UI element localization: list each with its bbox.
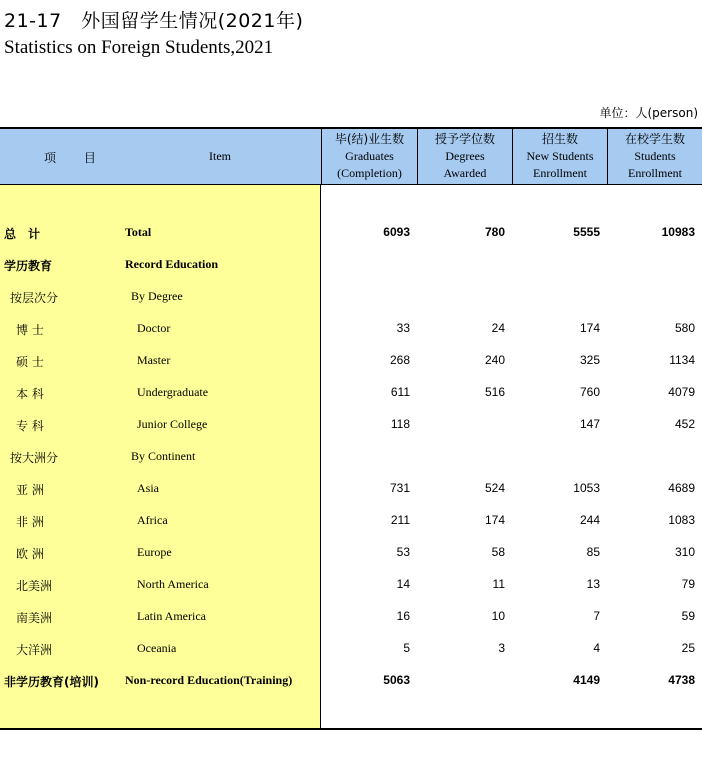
header-graduates-en2: (Completion): [337, 166, 402, 180]
header-degrees-en1: Degrees: [445, 149, 485, 163]
cell-degrees: 240: [484, 353, 505, 367]
table-row-undergraduate: [0, 377, 702, 409]
unit-label: 单位：人(person): [599, 106, 698, 120]
row-label-en: Total: [125, 225, 152, 239]
cell-students: 310: [674, 545, 695, 559]
cell-degrees: 3: [498, 641, 505, 655]
header-item-en: Item: [209, 149, 231, 163]
table-row-record-education: [0, 249, 702, 281]
header-students: [607, 129, 702, 185]
cell-graduates: 211: [390, 513, 410, 527]
cell-degrees: 780: [484, 225, 505, 239]
row-label-en: Undergraduate: [137, 385, 209, 399]
header-graduates: [321, 129, 417, 185]
row-label-en: By Continent: [131, 449, 196, 463]
cell-students: 4079: [668, 385, 695, 399]
cell-new-students: 13: [586, 577, 600, 591]
header-item-cn: 项 目: [44, 151, 108, 165]
row-label-en: North America: [137, 577, 209, 591]
cell-graduates: 14: [396, 577, 410, 591]
table-row-africa: [0, 505, 702, 537]
row-label-en: Asia: [137, 481, 159, 495]
page-title-en: Statistics on Foreign Students,2021: [4, 37, 274, 58]
table-row-europe: [0, 537, 702, 569]
cell-graduates: 5: [403, 641, 410, 655]
row-label-cn: 非学历教育(培训): [4, 675, 99, 689]
row-label-cn: 学历教育: [4, 259, 53, 273]
cell-new-students: 5555: [573, 225, 600, 239]
row-label-cn: 本 科: [16, 387, 44, 401]
header-new-students-en2: Enrollment: [533, 166, 587, 180]
row-label-cn: 总 计: [4, 227, 41, 241]
cell-graduates: 5063: [383, 673, 410, 687]
row-label-en: Non-record Education(Training): [125, 673, 293, 687]
table-row-latin-america: [0, 601, 702, 633]
cell-students: 1083: [668, 513, 695, 527]
cell-new-students: 760: [579, 385, 600, 399]
table-row-total: [0, 217, 702, 249]
row-label-cn: 按层次分: [10, 291, 59, 305]
header-degrees-cn: 授予学位数: [434, 132, 495, 146]
table-row-oceania: [0, 633, 702, 665]
header-students-en2: Enrollment: [628, 166, 682, 180]
cell-degrees: 11: [492, 577, 505, 591]
cell-degrees: 24: [491, 321, 505, 335]
row-label-cn: 大洋洲: [16, 643, 53, 657]
row-label-cn: 专 科: [16, 419, 44, 433]
cell-graduates: 118: [390, 417, 410, 431]
cell-new-students: 1053: [573, 481, 600, 495]
header-degrees-en2: Awarded: [443, 166, 487, 180]
cell-graduates: 16: [396, 609, 410, 623]
cell-graduates: 33: [396, 321, 410, 335]
cell-students: 1134: [669, 353, 695, 367]
cell-graduates: 6093: [383, 225, 410, 239]
cell-students: 4689: [668, 481, 695, 495]
row-label-cn: 非 洲: [16, 515, 44, 529]
cell-degrees: 524: [484, 481, 505, 495]
cell-students: 580: [674, 321, 695, 335]
cell-degrees: 10: [491, 609, 505, 623]
cell-graduates: 53: [396, 545, 410, 559]
cell-students: 452: [674, 417, 695, 431]
table-row-by-continent: [0, 441, 702, 473]
header-students-cn: 在校学生数: [624, 132, 685, 146]
row-label-cn: 欧 洲: [16, 547, 44, 561]
cell-new-students: 4: [593, 641, 600, 655]
table-row-asia: [0, 473, 702, 505]
cell-new-students: 147: [579, 417, 600, 431]
table-row-doctor: [0, 313, 702, 345]
header-new-students-en1: New Students: [526, 149, 594, 163]
row-label-cn: 硕 士: [16, 355, 44, 369]
table-row-non-record-education: [0, 665, 702, 697]
cell-graduates: 731: [389, 481, 410, 495]
cell-new-students: 4149: [573, 673, 600, 687]
row-label-en: Record Education: [125, 257, 218, 271]
table-row-by-degree: [0, 281, 702, 313]
row-label-en: Junior College: [137, 417, 208, 431]
table-row-junior-college: [0, 409, 702, 441]
row-label-cn: 北美洲: [16, 579, 53, 593]
cell-graduates: 268: [389, 353, 410, 367]
header-students-en1: Students: [634, 149, 676, 163]
row-label-en: Master: [137, 353, 171, 367]
cell-new-students: 244: [579, 513, 600, 527]
cell-degrees: 516: [484, 385, 505, 399]
cell-new-students: 7: [593, 609, 600, 623]
row-label-en: Oceania: [137, 641, 177, 655]
header-new-students: [512, 129, 607, 185]
cell-students: 4738: [668, 673, 695, 687]
header-graduates-cn: 毕(结)业生数: [334, 132, 405, 146]
header-item-cell: [0, 129, 321, 185]
row-label-en: By Degree: [131, 289, 183, 303]
table-row-master: [0, 345, 702, 377]
header-graduates-en1: Graduates: [345, 149, 394, 163]
header-degrees: [417, 129, 512, 185]
row-label-cn: 亚 洲: [16, 483, 44, 497]
table-bottom-rule: [0, 728, 702, 730]
cell-degrees: 58: [491, 545, 505, 559]
row-label-cn: 南美洲: [16, 611, 53, 625]
cell-students: 10983: [661, 225, 695, 239]
cell-students: 79: [681, 577, 695, 591]
table-row-north-america: [0, 569, 702, 601]
row-label-en: Europe: [137, 545, 172, 559]
page-title-cn: 21-17 外国留学生情况(2021年): [4, 10, 304, 32]
cell-degrees: 174: [484, 513, 505, 527]
row-label-en: Africa: [137, 513, 168, 527]
cell-new-students: 85: [586, 545, 600, 559]
cell-students: 25: [681, 641, 695, 655]
header-new-students-cn: 招生数: [541, 132, 578, 146]
cell-new-students: 325: [579, 353, 600, 367]
cell-students: 59: [681, 609, 695, 623]
row-label-cn: 按大洲分: [10, 451, 59, 465]
cell-graduates: 611: [390, 385, 410, 399]
row-label-en: Doctor: [137, 321, 171, 335]
row-label-cn: 博 士: [16, 323, 44, 337]
cell-new-students: 174: [579, 321, 600, 335]
row-label-en: Latin America: [137, 609, 206, 623]
